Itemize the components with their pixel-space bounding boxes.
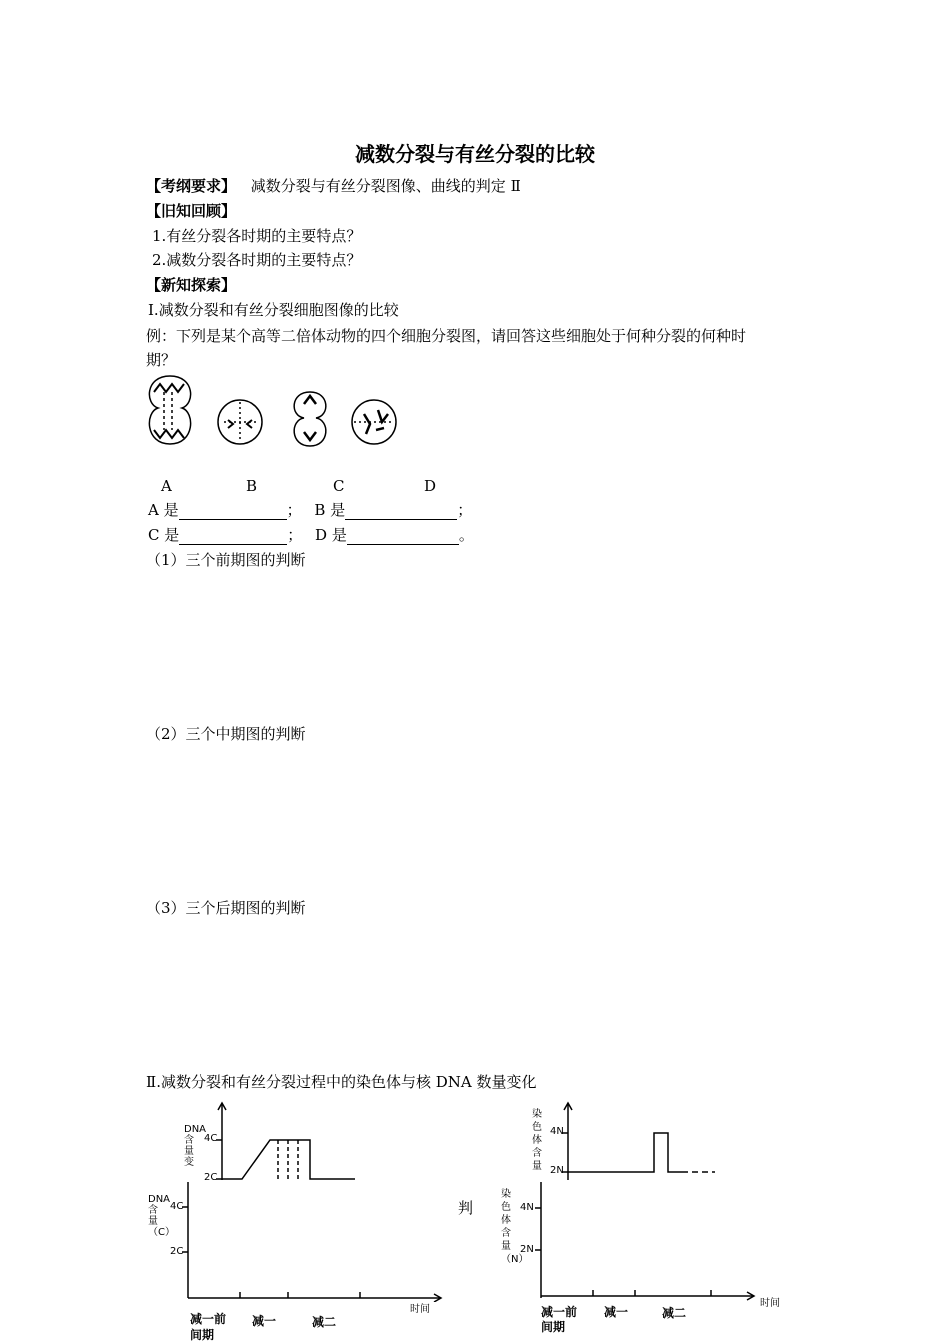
chr-main-tick-2n: 2N — [520, 1244, 534, 1255]
chr-top-tick-4n: 4N — [550, 1126, 564, 1137]
cell-label-a: A — [161, 477, 172, 495]
question-prophase: （1）三个前期图的判断 — [146, 551, 306, 569]
dna-top-tick-4c: 4C — [204, 1133, 218, 1144]
dna-main-chart — [140, 1178, 450, 1302]
dna-curve — [222, 1140, 355, 1179]
review-label: 【旧知回顾】 — [146, 202, 237, 220]
dna-top-tick-2c: 2C — [204, 1172, 218, 1183]
part2-title: Ⅱ.减数分裂和有丝分裂过程中的染色体与核 DNA 数量变化 — [146, 1073, 537, 1091]
answer-a-label: A 是 — [148, 501, 179, 519]
syllabus-line — [146, 176, 521, 196]
answer-separator: ； — [286, 501, 302, 519]
chr-main-ylabel: 染色体含量（N） — [501, 1189, 529, 1265]
cell-b-figure — [218, 400, 262, 444]
answer-end-mark: 。 — [458, 526, 474, 544]
dna-main-tick-4c: 4C — [170, 1201, 184, 1212]
side-char: 判 — [458, 1199, 474, 1217]
chr-main-xlabel: 时间 — [760, 1298, 780, 1309]
page-title: 减数分裂与有丝分裂的比较 — [355, 142, 595, 166]
chr-top-ylabel: 染色体含量 — [532, 1109, 542, 1172]
answer-b-blank[interactable] — [345, 503, 457, 520]
cell-c-figure — [294, 392, 326, 446]
cell-d-figure — [352, 400, 396, 444]
dna-phase-3: 减二 — [312, 1315, 337, 1329]
syllabus-label: 【考纲要求】 — [146, 177, 237, 195]
chr-phase-3: 减二 — [662, 1306, 687, 1320]
chr-phase-2: 减一 — [604, 1305, 629, 1319]
answer-line-1 — [148, 500, 472, 520]
chr-top-tick-2n: 2N — [550, 1165, 564, 1176]
answer-b-label: B 是 — [314, 501, 346, 519]
dna-main-ylabel: DNA含量（C） — [148, 1194, 175, 1238]
chr-phase-1-sub: 间期 — [541, 1320, 566, 1334]
cell-division-figures — [140, 370, 410, 450]
chromosome-curve — [568, 1133, 682, 1172]
dna-main-xlabel: 时间 — [410, 1304, 430, 1315]
cell-label-c: C — [333, 477, 345, 495]
answer-a-blank[interactable] — [179, 503, 287, 520]
dna-dashed-divisions — [278, 1140, 298, 1179]
cell-a-figure — [149, 376, 190, 444]
answer-separator: ； — [287, 526, 303, 544]
syllabus-text: 减数分裂与有丝分裂图像、曲线的判定 Ⅱ — [250, 177, 521, 195]
answer-d-label: D 是 — [315, 526, 347, 544]
answer-c-label: C 是 — [148, 526, 180, 544]
question-anaphase: （3）三个后期图的判断 — [146, 899, 306, 917]
review-item-2: 2.减数分裂各时期的主要特点？ — [152, 251, 362, 269]
cell-label-d: D — [424, 477, 437, 495]
dna-phase-2: 减一 — [252, 1314, 277, 1328]
dna-phase-1: 减一前 — [190, 1312, 227, 1326]
chr-phase-1: 减一前 — [541, 1305, 578, 1319]
explore-label: 【新知探索】 — [146, 276, 237, 294]
dna-phase-1-sub: 间期 — [190, 1328, 215, 1342]
question-metaphase: （2）三个中期图的判断 — [146, 725, 306, 743]
answer-line-2 — [148, 525, 474, 545]
answer-c-blank[interactable] — [179, 528, 287, 545]
cell-label-b: B — [246, 477, 258, 495]
dna-main-tick-2c: 2C — [170, 1246, 184, 1257]
dna-top-ylabel: DNA含量变 — [184, 1124, 207, 1168]
review-item-1: 1.有丝分裂各时期的主要特点？ — [152, 227, 362, 245]
answer-d-blank[interactable] — [347, 528, 459, 545]
example-line-2: 期？ — [146, 351, 177, 369]
example-line-1: 例：下列是某个高等二倍体动物的四个细胞分裂图，请回答这些细胞处于何种分裂的何种时 — [146, 327, 747, 345]
chr-main-tick-4n: 4N — [520, 1202, 534, 1213]
part1-title: Ⅰ.减数分裂和有丝分裂细胞图像的比较 — [148, 301, 399, 319]
answer-separator: ； — [457, 501, 473, 519]
chromosome-main-chart — [495, 1178, 765, 1302]
